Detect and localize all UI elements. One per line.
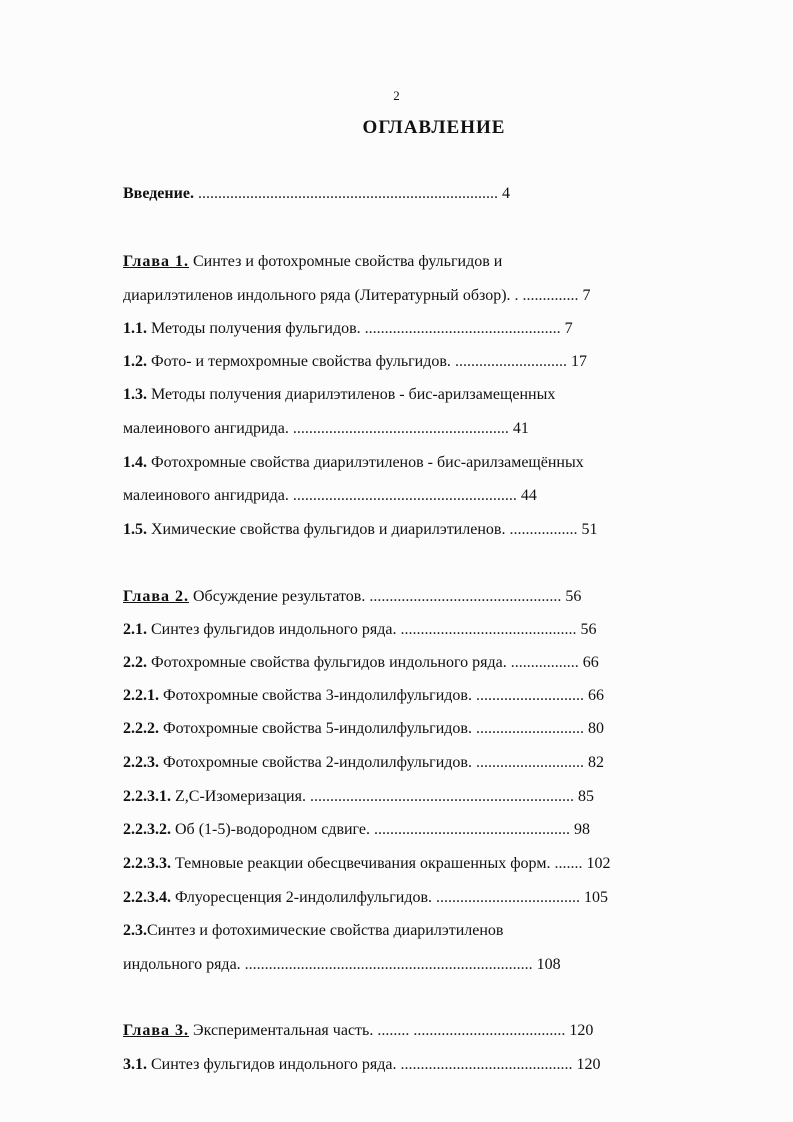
toc-entry-number: 2.1. — [123, 621, 147, 638]
toc-entry-page: 7 — [564, 320, 573, 337]
toc-entry-number: Глава 1. — [123, 253, 189, 270]
toc-entry-leader: .................................................................. — [305, 788, 578, 805]
toc-entry-page: 108 — [536, 956, 561, 973]
toc-entry — [123, 719, 604, 739]
toc-entry-leader: ........................................................................ — [240, 956, 537, 973]
toc-entry — [123, 653, 599, 673]
toc-entry-number: 2.2.3.1. — [123, 788, 171, 805]
toc-entry-page: 120 — [569, 1022, 594, 1039]
toc-entry — [123, 820, 590, 840]
toc-entry-number: 2.2.3.3. — [123, 855, 171, 872]
toc-entry-continuation — [123, 955, 561, 975]
toc-entry-leader: ................. — [506, 654, 583, 671]
toc-entry — [123, 1055, 600, 1075]
toc-entry-text: Флуоресценция 2-индолилфульгидов. — [171, 889, 433, 906]
toc-entry-number: 1.1. — [123, 320, 147, 337]
toc-entry — [123, 453, 584, 473]
toc-entry — [123, 319, 573, 339]
toc-entry-text: Об (1-5)-водородном сдвиге. — [171, 821, 371, 838]
page-number: 2 — [393, 88, 400, 103]
toc-entry-leader: ........ ...................................... — [373, 1022, 570, 1039]
toc-entry-number: 2.2.3.4. — [123, 889, 171, 906]
toc-entry-leader: . .............. — [510, 287, 583, 304]
toc-entry-number: 1.3. — [123, 386, 147, 403]
toc-entry-number: Глава 3. — [123, 1022, 189, 1039]
toc-entry-page: 98 — [574, 821, 591, 838]
toc-entry-text: Методы получения фульгидов. — [147, 320, 361, 337]
toc-entry-chapter-3 — [123, 1021, 593, 1041]
toc-entry-leader: ........................... — [471, 687, 588, 704]
toc-entry-page: 66 — [582, 654, 599, 671]
toc-entry — [123, 620, 596, 640]
toc-entry-page: 80 — [587, 720, 604, 737]
toc-entry-leader: ................. — [505, 521, 582, 538]
toc-entry — [123, 854, 610, 874]
toc-entry-continuation — [123, 286, 591, 306]
toc-entry-leader: ........................................................................... — [193, 185, 502, 202]
toc-entry-leader: ........................................................ — [288, 487, 521, 504]
toc-entry-page: 102 — [586, 855, 611, 872]
toc-entry-page: 56 — [565, 588, 582, 605]
toc-entry-text: диарилэтиленов индольного ряда (Литературный обзор). — [123, 287, 511, 304]
toc-entry-text: Экспериментальная часть. — [189, 1022, 374, 1039]
toc-entry-text: Фотохромные свойства 5-индолилфульгидов. — [159, 720, 472, 737]
toc-entry-intro — [123, 184, 510, 204]
toc-entry-number: Глава 2. — [123, 588, 189, 605]
toc-entry-number: 3.1. — [123, 1056, 147, 1073]
toc-entry-number: 2.2.3. — [123, 754, 159, 771]
toc-entry-text: малеинового ангидрида. — [123, 487, 289, 504]
toc-entry-leader: ................................................ — [365, 588, 566, 605]
toc-entry-text: Фотохромные свойства фульгидов индольного ряда. — [147, 654, 507, 671]
toc-entry-leader: ............................................ — [396, 621, 581, 638]
toc-entry — [123, 888, 608, 908]
toc-entry-number: 1.4. — [123, 454, 147, 471]
toc-entry-number: Введение. — [123, 185, 194, 202]
toc-entry-number: 2.2. — [123, 654, 147, 671]
toc-entry-text: Темновые реакции обесцвечивания окрашенных форм. — [171, 855, 551, 872]
toc-entry-page: 85 — [577, 788, 594, 805]
toc-entry-text: Фото- и термохромные свойства фульгидов. — [147, 353, 451, 370]
toc-entry-leader: ........................... — [471, 754, 588, 771]
toc-entry-text: Синтез и фотохимические свойства диарилэтиленов — [147, 922, 504, 939]
toc-entry — [123, 385, 555, 405]
toc-entry-page: 44 — [520, 487, 537, 504]
toc-entry-text: Фотохромные свойства диарилэтиленов - бис-арилзамещённых — [147, 454, 584, 471]
toc-entry-leader: ........................... — [471, 720, 588, 737]
toc-entry-text: Z,C-Изомеризация. — [171, 788, 306, 805]
toc-entry-text: Методы получения диарилэтиленов - бис-арилзамещенных — [147, 386, 556, 403]
toc-entry-number: 2.2.3.2. — [123, 821, 171, 838]
toc-entry-page: 51 — [581, 521, 598, 538]
toc-entry-page: 66 — [587, 687, 604, 704]
toc-entry-leader: .................................... — [432, 889, 585, 906]
toc-entry-chapter-2 — [123, 587, 581, 607]
toc-entry — [123, 520, 597, 540]
toc-entry-text: Фотохромные свойства 3-индолилфульгидов. — [159, 687, 472, 704]
toc-entry-page: 120 — [576, 1056, 601, 1073]
toc-entry-number: 1.5. — [123, 521, 147, 538]
toc-entry-text: Обсуждение результатов. — [189, 588, 366, 605]
toc-entry-leader: ........................................... — [396, 1056, 577, 1073]
toc-entry-page: 7 — [582, 287, 591, 304]
toc-entry-number: 2.2.2. — [123, 720, 159, 737]
toc-entry-text: малеинового ангидрида. — [123, 420, 289, 437]
toc-entry-leader: ................................................. — [370, 821, 575, 838]
toc-entry — [123, 686, 604, 706]
toc-entry-chapter-1 — [123, 252, 502, 272]
toc-entry-page: 17 — [570, 353, 587, 370]
toc-entry-continuation — [123, 486, 537, 506]
toc-entry — [123, 921, 503, 941]
toc-entry-number: 1.2. — [123, 353, 147, 370]
toc-entry-text: Синтез фульгидов индольного ряда. — [147, 1056, 397, 1073]
toc-entry — [123, 753, 604, 773]
toc-entry-page: 56 — [580, 621, 597, 638]
page-title: ОГЛАВЛЕНИЕ — [362, 117, 506, 138]
toc-entry-text: Фотохромные свойства 2-индолилфульгидов. — [159, 754, 472, 771]
toc-entry-page: 41 — [512, 420, 529, 437]
toc-entry-page: 4 — [501, 185, 510, 202]
toc-entry-number: 2.2.1. — [123, 687, 159, 704]
toc-entry-number: 2.3. — [123, 922, 147, 939]
toc-entry-leader: ....... — [550, 855, 587, 872]
toc-entry-leader: ...................................................... — [288, 420, 513, 437]
toc-entry — [123, 787, 594, 807]
toc-entry — [123, 352, 587, 372]
toc-entry-leader: ................................................. — [360, 320, 565, 337]
toc-entry-continuation — [123, 419, 529, 439]
toc-entry-text: Химические свойства фульгидов и диарилэтиленов. — [147, 521, 506, 538]
toc-entry-page: 82 — [587, 754, 604, 771]
toc-entry-page: 105 — [584, 889, 609, 906]
toc-entry-text: Синтез фульгидов индольного ряда. — [147, 621, 397, 638]
toc-entry-leader: ............................ — [450, 353, 571, 370]
toc-entry-text: индольного ряда. — [123, 956, 241, 973]
toc-entry-text: Синтез и фотохромные свойства фульгидов и — [189, 253, 503, 270]
